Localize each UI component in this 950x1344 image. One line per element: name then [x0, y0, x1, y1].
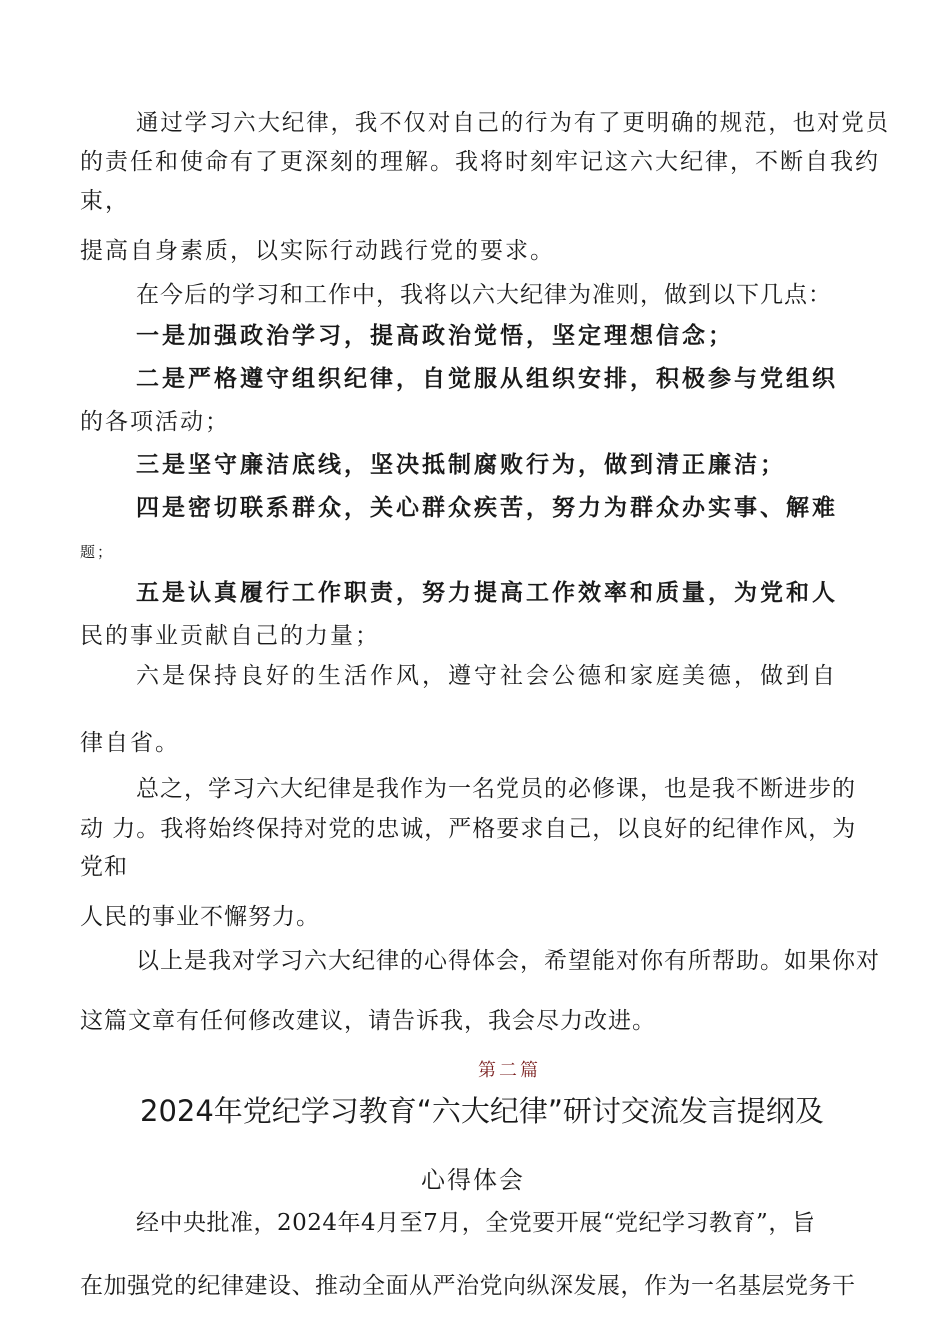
paragraph-line: 经中央批准，2024年4月至7月，全党要开展“党纪学习教育”，旨	[136, 1210, 816, 1236]
point-five: 五是认真履行工作职责，努力提高工作效率和质量，为党和人	[136, 579, 838, 606]
point-six: 六是保持良好的生活作风，遵守社会公德和家庭美德，做到自	[136, 663, 838, 689]
point-six-continued: 律自省。	[80, 730, 180, 756]
paragraph-line: 人民的事业不懈努力。	[80, 904, 320, 930]
paragraph-line: 动 力。我将始终保持对党的忠诚，严格要求自己，以良好的纪律作风，为	[80, 816, 857, 842]
point-two: 二是严格遵守组织纪律，自觉服从组织安排，积极参与党组织	[136, 365, 838, 392]
article-title: 2024年党纪学习教育“六大纪律”研讨交流发言提纲及	[140, 1094, 824, 1128]
paragraph-line: 束，	[80, 188, 130, 214]
point-three: 三是坚守廉洁底线，坚决抵制腐败行为，做到清正廉洁；	[136, 451, 786, 478]
paragraph-line: 在加强党的纪律建设、推动全面从严治党向纵深发展，作为一名基层党务干	[80, 1273, 856, 1299]
paragraph-line: 总之，学习六大纪律是我作为一名党员的必修课，也是我不断进步的	[136, 776, 856, 802]
point-one: 一是加强政治学习，提高政治觉悟，坚定理想信念；	[136, 322, 734, 349]
article-title-continued: 心得体会	[421, 1166, 525, 1194]
section-label: 第二篇	[478, 1060, 541, 1081]
point-four-continued: 题；	[80, 543, 115, 561]
paragraph-line: 以上是我对学习六大纪律的心得体会，希望能对你有所帮助。如果你对	[136, 948, 880, 974]
paragraph-line: 提高自身素质，以实际行动践行党的要求。	[80, 238, 555, 264]
paragraph-line: 在今后的学习和工作中，我将以六大纪律为准则，做到以下几点：	[136, 282, 832, 308]
point-two-continued: 的各项活动；	[80, 409, 230, 435]
paragraph-line: 这篇文章有任何修改建议，请告诉我，我会尽力改进。	[80, 1008, 656, 1034]
point-four: 四是密切联系群众，关心群众疾苦，努力为群众办实事、解难	[136, 494, 838, 521]
paragraph-line: 通过学习六大纪律，我不仅对自己的行为有了更明确的规范，也对党员	[136, 110, 890, 136]
paragraph-line: 的责任和使命有了更深刻的理解。我将时刻牢记这六大纪律，不断自我约	[80, 149, 880, 175]
paragraph-line: 党和	[80, 854, 128, 880]
point-five-continued: 民的事业贡献自己的力量；	[80, 623, 380, 649]
